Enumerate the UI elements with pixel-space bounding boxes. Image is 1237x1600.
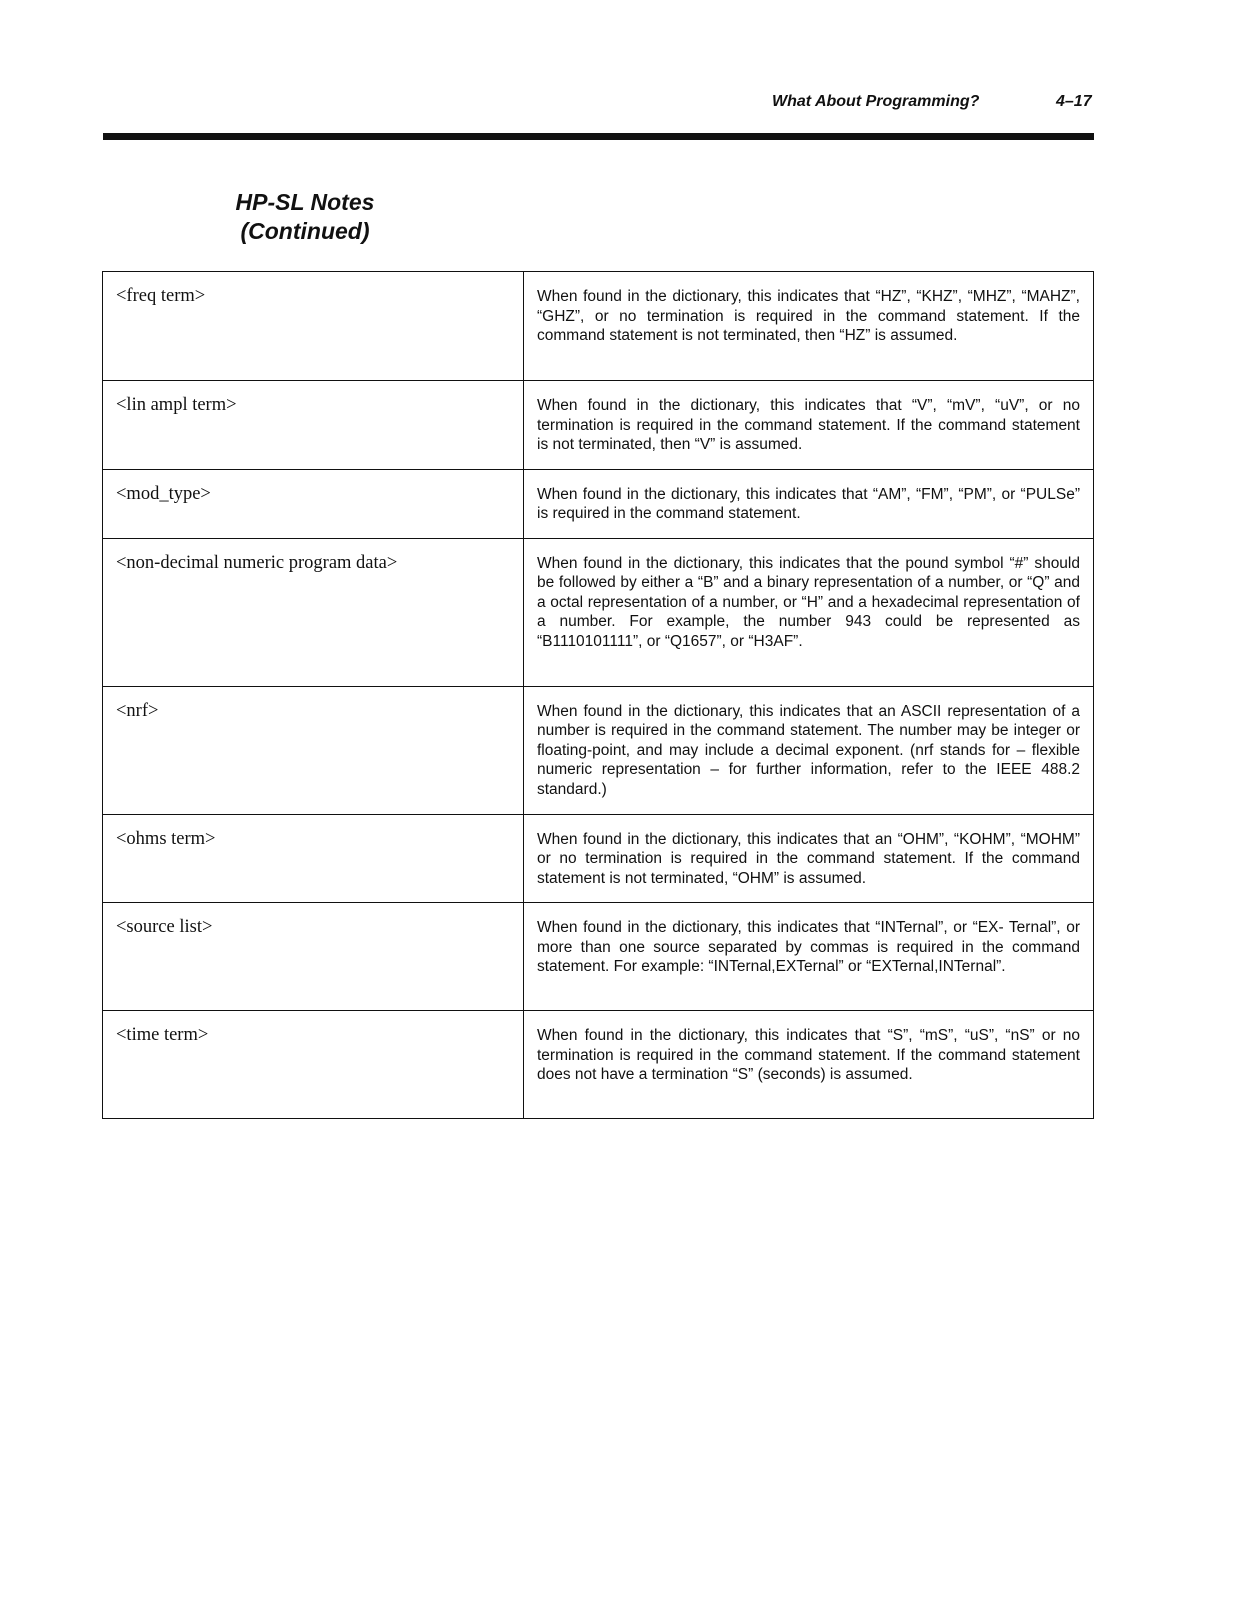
description-cell: When found in the dictionary, this indicates that “AM”, “FM”, “PM”, or “PULSe” is required in the command statement. xyxy=(524,469,1094,538)
table-row xyxy=(103,686,1094,814)
running-header-title: What About Programming? xyxy=(772,93,980,110)
table-row xyxy=(103,272,1094,381)
table-row xyxy=(103,381,1094,470)
description-cell: When found in the dictionary, this indicates that “INTernal”, or “EX- Ternal”, or more than one source separated by commas is required in the command statement. For example: “INTernal,EXTernal” or “EXTernal,INTernal”. xyxy=(524,903,1094,1011)
description-cell: When found in the dictionary, this indicates that “S”, “mS”, “uS”, “nS” or no termination is required in the command statement. If the command statement does not have a termination “S” (seconds) is assumed. xyxy=(524,1011,1094,1119)
table-row xyxy=(103,538,1094,686)
running-header xyxy=(760,93,1100,117)
description-cell: When found in the dictionary, this indicates that the pound symbol “#” should be followed by either a “B” and a binary representation of a number, or “Q” and a octal representation of a number, or “H” and a hexadecimal representation of a number. For example, the number 943 could be represented as “B1110101111”, or “Q1657”, or “H3AF”. xyxy=(524,538,1094,686)
term-cell: <mod_type> xyxy=(103,469,524,538)
term-cell: <time term> xyxy=(103,1011,524,1119)
notes-table xyxy=(102,271,1094,1119)
term-cell: <nrf> xyxy=(103,686,524,814)
page-number: 4–17 xyxy=(1056,93,1092,110)
section-heading-line-1: HP-SL Notes xyxy=(235,189,375,215)
description-cell: When found in the dictionary, this indicates that an “OHM”, “KOHM”, “MOHM” or no termination is required in the command statement. If the command statement is not terminated, “OHM” is assumed. xyxy=(524,814,1094,903)
section-heading xyxy=(205,188,405,246)
header-rule xyxy=(103,133,1094,140)
table-row xyxy=(103,1011,1094,1119)
term-cell: <source list> xyxy=(103,903,524,1011)
term-cell: <non-decimal numeric program data> xyxy=(103,538,524,686)
table-row xyxy=(103,814,1094,903)
section-heading-line-2: (Continued) xyxy=(240,218,370,244)
description-cell: When found in the dictionary, this indicates that an ASCII representation of a number is required in the command statement. The number may be integer or floating-point, and may include a decimal exponent. (nrf stands for – flexible numeric representation – for further information, refer to the IEEE 488.2 standard.) xyxy=(524,686,1094,814)
table-row xyxy=(103,903,1094,1011)
term-cell: <freq term> xyxy=(103,272,524,381)
term-cell: <ohms term> xyxy=(103,814,524,903)
description-cell: When found in the dictionary, this indicates that “HZ”, “KHZ”, “MHZ”, “MAHZ”, “GHZ”, or no termination is required in the command statement. If the command statement is not terminated, then “HZ” is assumed. xyxy=(524,272,1094,381)
description-cell: When found in the dictionary, this indicates that “V”, “mV”, “uV”, or no termination is required in the command statement. If the command statement is not terminated, then “V” is assumed. xyxy=(524,381,1094,470)
term-cell: <lin ampl term> xyxy=(103,381,524,470)
table-row xyxy=(103,469,1094,538)
